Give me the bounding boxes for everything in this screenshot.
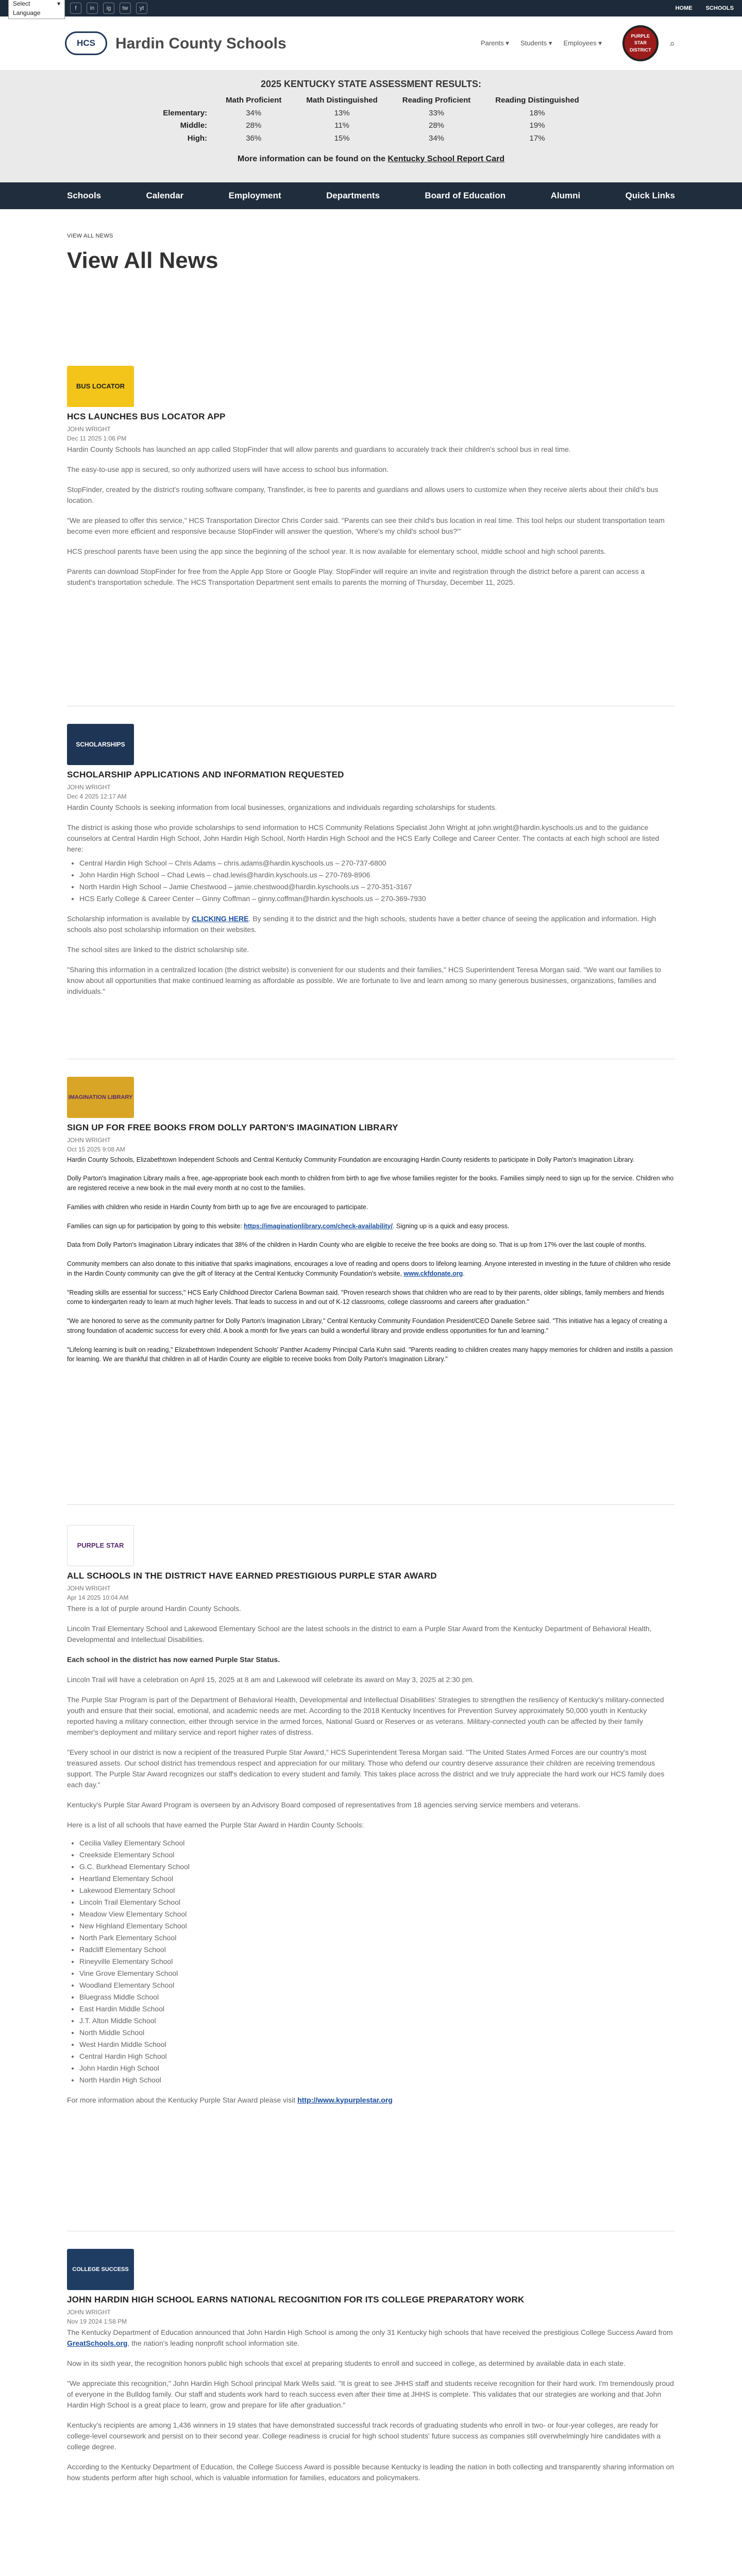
purple-star-link[interactable]: http://www.kypurplestar.org bbox=[297, 2095, 393, 2104]
article-paragraph: Hardin County Schools is seeking information from local businesses, organizations and individuals regarding scholarships for students. bbox=[67, 803, 497, 811]
list-item: • Vine Grove Elementary School bbox=[79, 1968, 675, 1979]
col-header: Reading Distinguished bbox=[495, 96, 579, 105]
article-paragraph: Lincoln Trail Elementary School and Lakewood Elementary School are the latest schools in the district to earn a Purple Star Award from the Kentucky Department of Behavioral Health, Developmental and Intellectual Disabilities. bbox=[67, 1624, 652, 1643]
imagination-library-link[interactable]: https://imaginationlibrary.com/check-availability/ bbox=[244, 1222, 393, 1230]
list-item: • East Hardin Middle School bbox=[79, 2004, 675, 2014]
language-select[interactable]: Select Language ▾ bbox=[8, 0, 65, 19]
article-paragraph: The Kentucky Department of Education announced that John Hardin High School is among the only 31 Kentucky high schools that have received the prestigious College Success Award from GreatSchools.org, the nation's leading nonprofit school information site. bbox=[67, 2328, 673, 2347]
article-paragraph: The easy-to-use app is secured, so only authorized users will have access to school bus information. bbox=[67, 465, 389, 473]
article-date: Oct 15 2025 9:08 AM bbox=[67, 1145, 125, 1153]
list-item: • New Highland Elementary School bbox=[79, 1921, 675, 1931]
article-paragraph: The Purple Star Program is part of the Department of Behavioral Health, Developmental and Intellectual Disabilities' Strategies to strengthen the resiliency of Kentucky's military-connected youth and ensure that their social, emotional, and academic needs are met. According to the 2018 Kentucky Incentives for Prevention Survey approximately 50,000 youth in Kentucky reported having a military connection, either through service in the armed forces, National Guard or Reserves or as veterans. Military-connected youth can be affected by their family member's deployment and military service and report higher rates of distress. bbox=[67, 1695, 664, 1736]
schools-menu[interactable]: SCHOOLS bbox=[705, 5, 734, 11]
report-card-note: More information can be found on the Kentucky School Report Card bbox=[237, 155, 505, 163]
article-author: JOHN WRIGHT bbox=[67, 425, 111, 433]
list-item: • Creekside Elementary School bbox=[79, 1850, 675, 1860]
scholarship-link[interactable]: CLICKING HERE bbox=[192, 914, 249, 923]
search-icon[interactable]: ⌕ bbox=[669, 38, 675, 48]
list-item: • HCS Early College & Career Center – Ginny Coffman – ginny.coffman@hardin.kyschools.us – 270-369-7930 bbox=[79, 893, 675, 904]
article-paragraph: Lincoln Trail will have a celebration on April 15, 2025 at 8 am and Lakewood will celebrate its award on May 3, 2025 at 2:30 pm. bbox=[67, 1675, 474, 1684]
assessment-results-panel bbox=[0, 70, 742, 182]
employees-menu[interactable]: Employees ▾ bbox=[563, 39, 602, 47]
article-paragraph: Parents can download StopFinder for free from the Apple App Store or Google Play. StopFinder will require an invite and registration through the district before a parent can access a student's transportation schedule. The HCS Transportation Department sent emails to parents the morning of Thursday, December 11, 2025. bbox=[67, 567, 645, 586]
article-paragraph: StopFinder, created by the district's routing software company, Transfinder, is free to parents and guardians and allows users to customize when they receive alerts about their child's bus location. bbox=[67, 485, 659, 504]
list-item: • North Hardin High School – Jamie Chestwood – jamie.chestwood@hardin.kyschools.us – 270-351-3167 bbox=[79, 882, 675, 892]
home-link[interactable]: HOME bbox=[675, 5, 693, 11]
article-paragraph: The school sites are linked to the district scholarship site. bbox=[67, 945, 249, 954]
table-row: Elementary: 34% 13% 33% 18% bbox=[163, 108, 545, 117]
news-article bbox=[67, 1077, 675, 1364]
contact-list bbox=[67, 858, 675, 904]
article-paragraph: Dolly Parton's Imagination Library mails a free, age-appropriate book each month to children from birth to age five whose families register for the books. Families simply need to sign up for the service. Children who are registered receive a new book in the mail every month at no cost to the families. bbox=[67, 1175, 674, 1192]
list-item: • North Middle School bbox=[79, 2027, 675, 2038]
table-row: High: 36% 15% 34% 17% bbox=[187, 133, 545, 143]
article-paragraph: Hardin County Schools, Elizabethtown Independent Schools and Central Kentucky Community Foundation are encouraging Hardin County residents to participate in Dolly Parton's Imagination Library. bbox=[67, 1156, 635, 1163]
top-utility-bar bbox=[0, 0, 742, 16]
nav-quick-links[interactable]: Quick Links bbox=[625, 191, 675, 201]
youtube-icon[interactable]: yt bbox=[136, 3, 147, 14]
list-item: • John Hardin High School bbox=[79, 2063, 675, 2074]
linkedin-icon[interactable]: in bbox=[87, 3, 98, 14]
list-item: • Central Hardin High School bbox=[79, 2051, 675, 2062]
article-date: Nov 19 2024 1:58 PM bbox=[67, 2317, 127, 2325]
chevron-down-icon: ▾ bbox=[548, 39, 552, 47]
list-item: • Woodland Elementary School bbox=[79, 1980, 675, 1991]
assessment-title: 2025 KENTUCKY STATE ASSESSMENT RESULTS: bbox=[260, 79, 482, 89]
divider bbox=[67, 1504, 675, 1505]
list-item: • Cecilia Valley Elementary School bbox=[79, 1838, 675, 1849]
students-menu[interactable]: Students ▾ bbox=[520, 39, 552, 47]
news-article bbox=[67, 366, 675, 588]
article-paragraph: The district is asking those who provide scholarships to send information to HCS Community Relations Specialist John Wright at john.wright@hardin.kyschools.us and to the guidance counselors at Central Hardin High School, John Hardin High School, North Hardin High School and the HCS Early College and Career Center. The contacts at each high school are listed here: bbox=[67, 823, 660, 853]
school-list bbox=[67, 1838, 675, 2086]
list-item: • J.T. Alton Middle School bbox=[79, 2015, 675, 2026]
greatschools-link[interactable]: GreatSchools.org bbox=[67, 2338, 128, 2347]
assessment-table bbox=[150, 94, 592, 145]
article-paragraph: "Every school in our district is now a recipient of the treasured Purple Star Award," HCS Superintendent Teresa Morgan said. "The United States Armed Forces are our country's most treasured assets. Our school district has tremendous respect and appreciation for our military. Those who defend our country deserve assurance their children are receiving tremendous support. The Purple Star Award recognizes our staff's dedication to every student and family. This takes place across the district and we truly appreciate the hard work our HCS family does each day." bbox=[67, 1748, 665, 1789]
article-title[interactable]: SCHOLARSHIP APPLICATIONS AND INFORMATION REQUESTED bbox=[67, 770, 344, 779]
article-paragraph: Families with children who reside in Hardin County from birth up to age five are encouraged to participate. bbox=[67, 1203, 368, 1211]
twitter-icon[interactable]: tw bbox=[120, 3, 131, 14]
article-paragraph: "We are honored to serve as the community partner for Dolly Parton's Imagination Library," Central Kentucky Community Foundation President/CEO Danelle Sebree said. "This initiative has a legacy of creating a strong foundation of academic success for every child. A book a month for five years can build a wonderful library and provide endless opportunities for fun and learning." bbox=[67, 1317, 668, 1334]
page-title: View All News bbox=[67, 247, 218, 273]
article-date: Dec 4 2025 12:17 AM bbox=[67, 792, 127, 800]
article-paragraph: Kentucky's Purple Star Award Program is overseen by an Advisory Board composed of representatives from 18 agencies serving service members and veterans. bbox=[67, 1800, 581, 1809]
article-paragraph: "We are pleased to offer this service," HCS Transportation Director Chris Corder said. "Parents can see their child's bus location in real time. This tool helps our student transportation team become even more efficient and responsive because StopFinder will answer the question, 'Where's my child's school bus?'" bbox=[67, 516, 665, 535]
list-item: • North Hardin High School bbox=[79, 2075, 675, 2086]
article-paragraph: Each school in the district has now earned Purple Star Status. bbox=[67, 1655, 280, 1664]
list-item: • Central Hardin High School – Chris Adams – chris.adams@hardin.kyschools.us – 270-737-6800 bbox=[79, 858, 675, 869]
article-author: JOHN WRIGHT bbox=[67, 2308, 111, 2316]
breadcrumb[interactable]: VIEW ALL NEWS bbox=[67, 233, 113, 239]
article-thumbnail[interactable]: PURPLE STAR bbox=[67, 1525, 134, 1566]
list-item: • Heartland Elementary School bbox=[79, 1873, 675, 1884]
article-author: JOHN WRIGHT bbox=[67, 1136, 111, 1144]
article-author: JOHN WRIGHT bbox=[67, 1584, 111, 1592]
list-item: • Meadow View Elementary School bbox=[79, 1909, 675, 1920]
article-title[interactable]: HCS LAUNCHES BUS LOCATOR APP bbox=[67, 412, 226, 421]
article-title[interactable]: ALL SCHOOLS IN THE DISTRICT HAVE EARNED PRESTIGIOUS PURPLE STAR AWARD bbox=[67, 1571, 437, 1581]
news-article bbox=[67, 724, 675, 997]
nav-alumni[interactable]: Alumni bbox=[550, 191, 581, 201]
article-thumbnail[interactable]: BUS LOCATOR bbox=[67, 366, 134, 407]
article-date: Apr 14 2025 10:04 AM bbox=[67, 1594, 129, 1601]
list-item: • North Park Elementary School bbox=[79, 1933, 675, 1943]
article-paragraph: Now in its sixth year, the recognition honors public high schools that excel at preparing students to enroll and succeed in college, as determined by available data in each state. bbox=[67, 2359, 626, 2367]
article-paragraph: Community members can also donate to this initiative that sparks imaginations, encourages a love of reading and opens doors to lifelong learning. Anyone interested in investing in the future of children who reside in the Hardin County community can give the gift of literacy at the Central Kentucky Community Foundation's website, www.ckfdonate.org. bbox=[67, 1260, 671, 1277]
district-logo[interactable]: HCS bbox=[65, 31, 107, 55]
article-paragraph: For more information about the Kentucky Purple Star Award please visit http://www.kypurplestar.org bbox=[67, 2095, 393, 2104]
article-thumbnail[interactable]: COLLEGE SUCCESS bbox=[67, 2249, 134, 2290]
article-thumbnail[interactable]: SCHOLARSHIPS bbox=[67, 724, 134, 765]
news-article bbox=[67, 2249, 675, 2483]
article-author: JOHN WRIGHT bbox=[67, 783, 111, 791]
chevron-down-icon: ▾ bbox=[598, 39, 602, 47]
article-paragraph: HCS preschool parents have been using the app since the beginning of the school year. It is now available for elementary school, middle school and high school parents. bbox=[67, 547, 606, 555]
instagram-icon[interactable]: ig bbox=[103, 3, 114, 14]
list-item: • John Hardin High School – Chad Lewis – chad.lewis@hardin.kyschools.us – 270-769-8906 bbox=[79, 870, 675, 880]
col-header: Math Proficient bbox=[226, 96, 282, 105]
article-paragraph: "We appreciate this recognition," John Hardin High School principal Mark Wells said. "It is great to see JHHS staff and students receive recognition for their hard work. I'm tremendously proud of everyone in the Bulldog family. Our staff and students work hard to reach success even after their time at JHHS is complete. This validates that our strategies are working and that John Hardin High School is a great place to learn, grow and prepare for life after graduation." bbox=[67, 2379, 674, 2409]
nav-departments[interactable]: Departments bbox=[326, 191, 380, 201]
article-date: Dec 11 2025 1:06 PM bbox=[67, 434, 127, 442]
donate-link[interactable]: www.ckfdonate.org bbox=[403, 1269, 463, 1277]
article-title[interactable]: SIGN UP FOR FREE BOOKS FROM DOLLY PARTON'S IMAGINATION LIBRARY bbox=[67, 1123, 398, 1132]
article-paragraph: "Sharing this information in a centralized location (the district website) is convenient for our students and their families," HCS Superintendent Teresa Morgan said. "We want our families to know about all opportunities that make continued learning as affordable as possible. We are fortunate to live and learn among so many generous businesses, organizations, families and individuals." bbox=[67, 965, 661, 995]
article-paragraph: "Reading skills are essential for success," HCS Early Childhood Director Carlena Bowman said. "Proven research shows that children who are read to by their parents, older siblings, family members and friends come to kindergarten ready to learn at much higher levels. That leads to success in and out of K-12 classrooms, college classrooms and careers after graduation." bbox=[67, 1289, 664, 1306]
article-paragraph: Hardin County Schools has launched an app called StopFinder that will allow parents and guardians to accurately track their children's school bus in real time. bbox=[67, 445, 571, 453]
article-thumbnail[interactable]: IMAGINATION LIBRARY bbox=[67, 1077, 134, 1118]
nav-board[interactable]: Board of Education bbox=[425, 191, 506, 201]
list-item: • G.C. Burkhead Elementary School bbox=[79, 1861, 675, 1872]
list-item: • Radcliff Elementary School bbox=[79, 1944, 675, 1955]
purple-star-badge: PURPLE STAR DISTRICT bbox=[622, 25, 659, 61]
article-paragraph: Scholarship information is available by CLICKING HERE. By sending it to the district and the high schools, students have a better chance of seeing the application and information. High schools also post scholarship information on their websites. bbox=[67, 914, 656, 934]
nav-schools[interactable]: Schools bbox=[67, 191, 102, 201]
list-item: • Lincoln Trail Elementary School bbox=[79, 1897, 675, 1908]
nav-calendar[interactable]: Calendar bbox=[146, 191, 184, 201]
article-paragraph: There is a lot of purple around Hardin County Schools. bbox=[67, 1604, 241, 1613]
col-header: Reading Proficient bbox=[402, 96, 471, 105]
article-paragraph: Data from Dolly Parton's Imagination Library indicates that 38% of the children in Hardin County who are eligible to receive the free books are doing so. That is up from 17% over the last couple of months. bbox=[67, 1241, 647, 1249]
news-article bbox=[67, 1525, 675, 2106]
list-item: • West Hardin Middle School bbox=[79, 2039, 675, 2050]
chevron-down-icon: ▾ bbox=[57, 0, 60, 7]
parents-menu[interactable]: Parents ▾ bbox=[480, 39, 509, 47]
list-item: • Lakewood Elementary School bbox=[79, 1885, 675, 1896]
list-item: • Bluegrass Middle School bbox=[79, 1992, 675, 2003]
nav-employment[interactable]: Employment bbox=[228, 191, 281, 201]
article-title[interactable]: JOHN HARDIN HIGH SCHOOL EARNS NATIONAL RECOGNITION FOR ITS COLLEGE PREPARATORY WORK bbox=[67, 2295, 525, 2304]
article-paragraph: Kentucky's recipients are among 1,436 winners in 19 states that have demonstrated successful track records of graduating students who enroll in two- or four-year colleges, are ready for college-level coursework and persist on to their second year. College readiness is crucial for high school students' future success as companies still overwhelmingly hire candidates with a college degree. bbox=[67, 2420, 661, 2451]
article-paragraph: Families can sign up for participation by going to this website: https://imaginationlibrary.com/check-availability/. Signing up is a quick and easy process. bbox=[67, 1222, 510, 1230]
article-paragraph: According to the Kentucky Department of Education, the College Success Award is possible because Kentucky is leading the nation in both collecting and transparently sharing information on how students perform after high school, which is valuable information for families, educators and policymakers. bbox=[67, 2462, 674, 2482]
col-header: Math Distinguished bbox=[306, 96, 378, 105]
report-card-link[interactable]: Kentucky School Report Card bbox=[387, 155, 505, 163]
list-item: • Rineyville Elementary School bbox=[79, 1956, 675, 1967]
site-header bbox=[0, 16, 742, 70]
article-paragraph: "Lifelong learning is built on reading," Elizabethtown Independent Schools' Panther Academy Principal Carla Kuhn said. "Parents reading to children creates many happy memories for children and instills a passion for learning. We are thankful that children in all of Hardin County are eligible to receive books from Dolly Parton's Imagination Library." bbox=[67, 1346, 673, 1363]
table-row: Middle: 28% 11% 28% 19% bbox=[180, 121, 545, 130]
main-navigation bbox=[0, 182, 742, 209]
article-paragraph: Here is a list of all schools that have earned the Purple Star Award in Hardin County Schools: bbox=[67, 1820, 364, 1829]
facebook-icon[interactable]: f bbox=[70, 3, 81, 14]
chevron-down-icon: ▾ bbox=[505, 39, 509, 47]
site-name[interactable]: Hardin County Schools bbox=[115, 35, 286, 52]
